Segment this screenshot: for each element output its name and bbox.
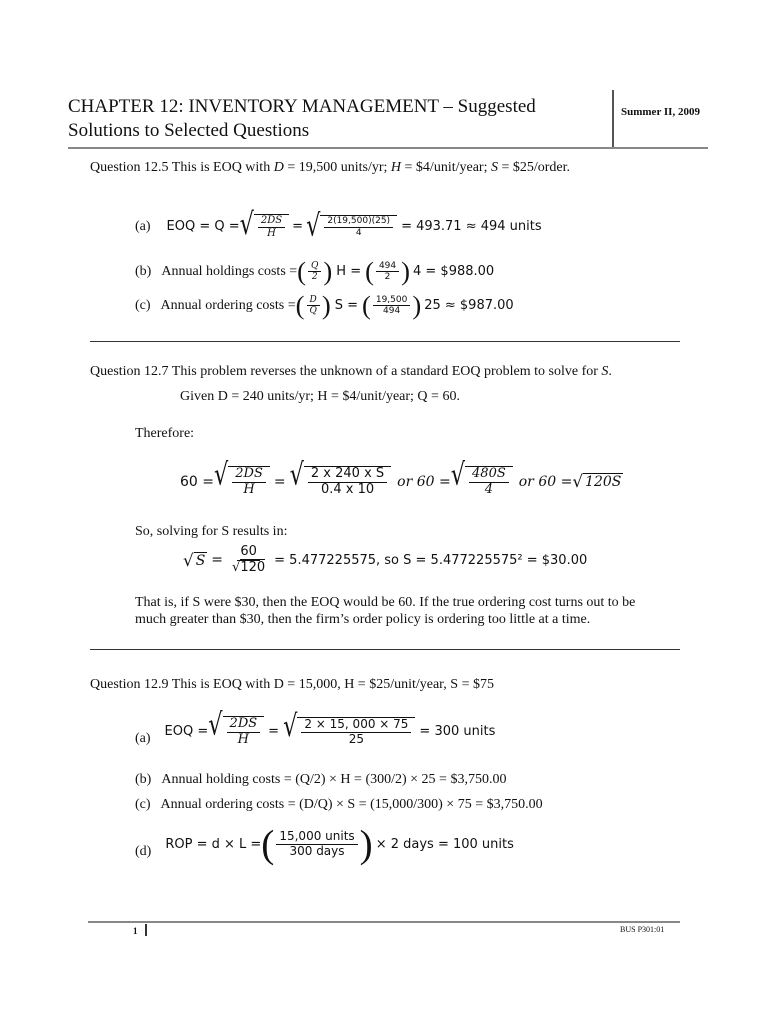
section-divider [90,341,680,342]
footer-divider [145,924,147,936]
q125-part-a: (a) EOQ = Q = √ $\frac{2DS}{H}$ = √ $\frac{2(19,500)(25)}{4}$ = 493.71 ≈ 494 units [135,206,542,244]
q129-intro: Question 12.9 This is EOQ with D = 15,000, H = $25/unit/year, S = $75 [90,677,494,692]
semester-label: Summer II, 2009 [621,106,700,118]
footer-rule [88,921,680,923]
q125-part-b: (b) Annual holdings costs = ( $\frac{Q}{2}$ ) H = ( $\frac{494}{2}$ ) 4 = $988.00 [135,256,495,286]
q127-solving: So, solving for S results in: [135,524,288,539]
sqrt-2ds-h: √ $\frac{2DS}{H}$ [240,214,290,239]
q127-conclusion-2: much greater than $30, then the firm’s order policy is ordering too little at a time. [135,612,591,627]
page-number: 1 [133,926,138,936]
q127-solution: √ S = $\frac{60}{√120}$ = 5.477225575, so S = 5.477225575² = $30.00 [183,544,588,575]
q127-equation: 60 = √ $\frac{2DS}{H}$ = √ $\frac{\text{2 x 240 x S}}{0.4 x 10}$ or 60 = √ $\frac{480S}{4}$ or 60 = √ 120S [180,457,622,497]
q129-part-a: (a) EOQ = √ $\frac{2DS}{H}$ = √ $\frac{2 \times 15, 000 \times 75}{25}$ = 300 units [135,707,496,747]
q127-given: Given D = 240 units/yr; H = $4/unit/year; Q = 60. [180,389,460,404]
q129-part-d: (d) ROP = d × L = ( $\frac{\text{15,000 units}}{\text{300 days}}$ ) × 2 days = 100 units [135,823,514,866]
q127-therefore: Therefore: [135,426,195,441]
title-line-2: Solutions to Selected Questions [68,120,310,141]
sqrt-numeric: √ $\frac{2(19,500)(25)}{4}$ [306,215,397,238]
page-title [68,95,588,143]
q127-conclusion-1: That is, if S were $30, then the EOQ would be 60. If the true ordering cost turns out to be [135,595,636,610]
q125-part-c: (c) Annual ordering costs = ( $\frac{D}{Q}$ ) S = ( $\frac{19,500}{494}$ ) 25 ≈ $987.00 [135,290,514,320]
title-line-1: CHAPTER 12: INVENTORY MANAGEMENT – Suggested [68,96,536,117]
header-divider [612,90,614,148]
section-divider [90,649,680,650]
q127-intro: Question 12.7 This problem reverses the unknown of a standard EOQ problem to solve for S. [90,364,612,379]
q125-intro: Question 12.5 This is EOQ with D = 19,500 units/yr; H = $4/unit/year; S = $25/order. [90,160,571,175]
q129-part-b: (b) Annual holding costs = (Q/2) × H = (300/2) × 25 = $3,750.00 [135,772,507,787]
q129-part-c: (c) Annual ordering costs = (D/Q) × S = (15,000/300) × 75 = $3,750.00 [135,797,543,812]
course-code: BUS P301:01 [620,925,665,934]
header-rule [68,147,708,149]
